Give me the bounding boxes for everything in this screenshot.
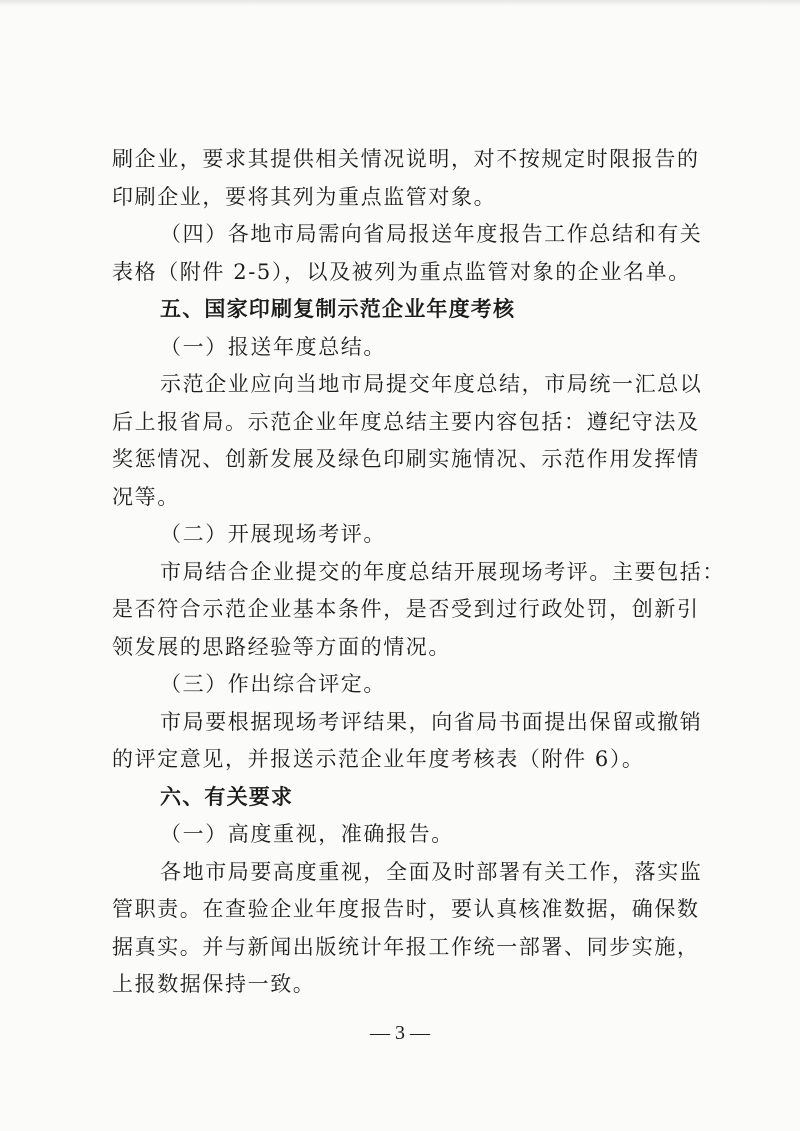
text-line: （一）高度重视，准确报告。 bbox=[160, 822, 454, 846]
text-line: 市局结合企业提交的年度总结开展现场考评。主要包括： bbox=[160, 559, 725, 584]
text-line: 表格（附件 2-5），以及被列为重点监管对象的企业名单。 bbox=[112, 259, 691, 284]
section-heading: 五、国家印刷复制示范企业年度考核 bbox=[160, 297, 516, 321]
text-line: 印刷企业，要将其列为重点监管对象。 bbox=[112, 184, 497, 209]
text-line: 领发展的思路经验等方面的情况。 bbox=[112, 634, 451, 659]
text-line: 示范企业应向当地市局提交年度总结，市局统一汇总以 bbox=[160, 372, 703, 396]
text-line: 后上报省局。示范企业年度总结主要内容包括：遵纪守法及 bbox=[112, 409, 700, 434]
text-line: 各地市局要高度重视，全面及时部署有关工作，落实监 bbox=[160, 859, 703, 884]
section-heading: 六、有关要求 bbox=[160, 784, 294, 809]
text-line: （一）报送年度总结。 bbox=[160, 334, 386, 359]
text-line: 的评定意见，并报送示范企业年度考核表（附件 6）。 bbox=[112, 747, 645, 771]
text-line: 管职责。在查验企业年度报告时，要认真核准数据，确保数 bbox=[112, 897, 700, 921]
text-line: 奖惩情况、创新发展及绿色印刷实施情况、示范作用发挥情 bbox=[112, 447, 700, 471]
text-line: （四）各地市局需向省局报送年度报告工作总结和有关 bbox=[160, 222, 703, 246]
text-line: （二）开展现场考评。 bbox=[160, 522, 386, 546]
text-line: 市局要根据现场考评结果，向省局书面提出保留或撤销 bbox=[160, 709, 703, 734]
document-body bbox=[112, 141, 725, 1004]
text-line: 刷企业，要求其提供相关情况说明，对不按规定时限报告的 bbox=[112, 147, 700, 171]
text-line: 上报数据保持一致。 bbox=[112, 972, 316, 996]
text-line: （三）作出综合评定。 bbox=[160, 672, 386, 696]
text-line: 是否符合示范企业基本条件，是否受到过行政处罚，创新引 bbox=[112, 597, 700, 621]
page-number: — 3 — bbox=[370, 1022, 430, 1044]
text-line: 况等。 bbox=[112, 484, 180, 509]
text-line: 据真实。并与新闻出版统计年报工作统一部署、同步实施， bbox=[112, 934, 700, 959]
scan-edge bbox=[0, 0, 800, 6]
